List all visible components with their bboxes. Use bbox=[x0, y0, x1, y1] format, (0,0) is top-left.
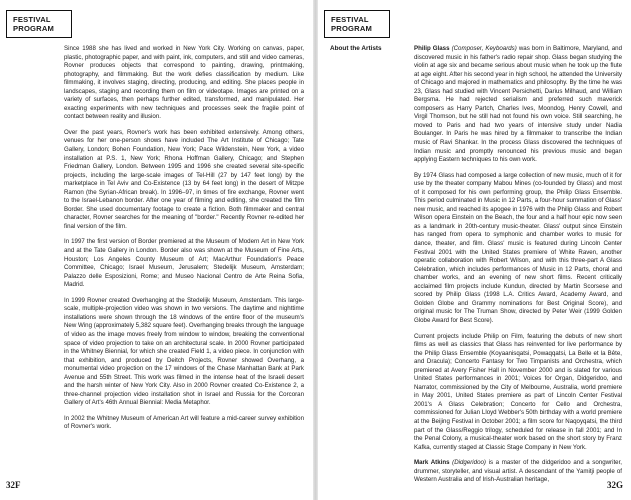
section-heading: About the Artists bbox=[330, 45, 382, 52]
page-header: FESTIVAL PROGRAM bbox=[324, 10, 390, 38]
paragraph bbox=[414, 45, 622, 165]
paragraph bbox=[414, 333, 622, 453]
paragraph-text: was born in Baltimore, Maryland, and discovered music in his father's radio repair shop. Glass began studying the violin at age six and became serious about music when he took up the flute at age eight. After his second year in high school, he attended the University of Chicago and majored in mathematics and philosophy. By the time he was 23, Glass had studied with Vincent Persichetti, Darius Milhaud, and William Bergsma. He had rejected serialism and preferred such maverick composers as Harry Partch, Charles Ives, Moondog, Henry Cowell, and Virgil Thomson, but he still had not found his own voice. Still searching, he moved to Paris and had two years of intensive study under Nadia Boulanger. In Paris he was hired by a filmmaker to transcribe the Indian music of Ravi Shankar. In the process Glass discovered the techniques of Indian music and promptly renounced his previous music and began applying Eastern techniques to his own work. bbox=[414, 45, 622, 164]
paragraph-text: Current projects include Philip on Film, featuring the debuts of new short films as well as classics that Glass has reinvented for live performance by the Philip Glass Ensemble (Koyaanisqatsi, Powaqqatsi, La Belle et la Bête, and Dracula); Concerto Fantasy for Two Timpanists and Orchestra, which premiered at Avery Fisher Hall in November 2000 and is slated for various United States performances in 2001; Voices for Organ, Didgeridoo, and Narrator, commissioned by the City of Melbourne, Australia, world premiere in May 2001, United States premiere as part of Lincoln Center Festival 2001's A Glass Celebration; Concerto for Cello and Orchestra, commissioned for Julian Lloyd Webber's 50th birthday with a world premiere at the Beijing Festival in October 2001; a film score for Naqoyqatsi, the third part of the Glass/Reggio trilogy, scheduled for release in fall 2001; and In the Penal Colony, a musical-theater work based on the short story by Franz Kafka, currently staged at Classic Stage Company in New York. bbox=[414, 332, 622, 451]
page-number: 32F bbox=[6, 480, 21, 490]
artist-role: (Didgeridoo) bbox=[449, 459, 486, 467]
paragraph: In 2002 the Whitney Museum of American Art will feature a mid-career survey exhibition of Rovner's work. bbox=[64, 414, 304, 431]
paragraph-text: is a master of the didgeridoo and a songwriter, drummer, storyteller, and visual artist. A descendant of the Yamitji people of Western Australia and of Irish-Australian heritage, bbox=[414, 459, 622, 484]
body-column bbox=[64, 45, 304, 439]
paragraph-text: By 1974 Glass had composed a large collection of new music, much of it for use by the theater company Mabou Mines (co-founded by Glass) and most of it composed for his own performing group, the Philip Glass Ensemble. This period culminated in Music in 12 Parts, a four-hour summation of Glass' new music, and reached its apogee in 1976 with the Philip Glass and Robert Wilson opera Einstein on the Beach, the four and a half hour epic now seen as a landmark in 20th-century music-theater. Glass' output since Einstein has ranged from opera to symphonic and chamber works to music for dance, theater, and film. Glass' music is featured during Lincoln Center Festival 2001 with the United States premiere of White Raven, another operatic collaboration with Robert Wilson, and with this three-part A Glass Celebration, which includes performances of Music in 12 Parts, choral and chamber works, and an evening of new short films. Recent critically acclaimed film projects include Kundun, directed by Martin Scorsese and scored by Philip Glass (1998 L.A. Critics Award, Academy Award, and Golden Globe and Grammy nominations for Best Original Score), and original music for The Truman Show, directed by Peter Weir (1999 Golden Globe Award for Best Score). bbox=[414, 171, 622, 324]
page-header: FESTIVAL PROGRAM bbox=[6, 10, 72, 38]
artist-name: Mark Atkins bbox=[414, 459, 450, 467]
page-number: 32G bbox=[606, 480, 623, 490]
body-column bbox=[414, 45, 622, 492]
paragraph: Since 1988 she has lived and worked in New York City. Working on canvas, paper, plastic, photographic paper, and with paint, ink, computers, and still and video cameras, Rovner produces objects that correspond to painting, drawing, printmaking, photography, and filmmaking. But the work defies classification by medium. Like filmmaking, it involves staging, directing, producing, and editing. She places people in landscapes, staging and recording them on film or videotape. Images are printed on a variety of surfaces, then perhaps further edited, transformed, and manipulated. Her exacting experiments with new techniques and processes seek the fragile point of contact between reality and illusion. bbox=[64, 45, 304, 121]
right-page bbox=[318, 0, 631, 500]
artist-name: Philip Glass bbox=[414, 45, 450, 52]
paragraph bbox=[414, 172, 622, 326]
paragraph: In 1997 the first version of Border premiered at the Museum of Modern Art in New York and at the Tate Gallery in London. Border also was shown at the Museum of Fine Arts, Houston; Los Angeles County Museum of Art; MacArthur Foundation's Peace Committee, Chicago; Israel Museum, Jerusalem; Stedelijk Museum, Amsterdam; Palazzo delle Esposizioni, Rome; and Museo Nacional Centro de Arte Reina Sofia, Madrid. bbox=[64, 238, 304, 289]
paragraph: In 1999 Rovner created Overhanging at the Stedelijk Museum, Amsterdam. This large-scale, multiple-projection video was shown in two versions. The daytime and nighttime installations were shown through the 18 windows of the entire floor of the museum's New Wing (approximately 5,382 square feet). Overhanging breaks through the language of video as the image moves freely from window to window, breaking the conventional space of video projection to take on an architectural scale. In 2000 Rovner participated in the Whitney Biennial, for which she created Field 1, a video piece. In conjunction with that exhibition, and produced by Deitch Projects, Rovner showed Overhang, a monumental video projection on the 17 windows of the Chase Manhattan Bank at Park Avenue and 55th Street. This work was filmed in the intense heat of the Israeli desert and the harsh winter of New York City. Also in 2000 Rovner created Co-Existence 2, a three-channel projection video installation shot in Israel and Russia for the Corcoran Gallery of Art's 46th Annual Biennial: Media Metaphor. bbox=[64, 296, 304, 407]
left-page bbox=[0, 0, 313, 500]
paragraph: Over the past years, Rovner's work has been exhibited extensively. Among others, venues for her one-person shows have included The Art Institute of Chicago; Tate Gallery, London; Bohen Foundation, New York; Pace Wildenstein, New York, a video installation at P.S. 1, New York; Rhona Hoffman Gallery, Chicago; and Stephen Friedman Gallery, London. Between 1995 and 1996 she created several site-specific projects, including the large-scale images of Tel-Hill (27 by 147 feet long) by the marketplace in Tel Aviv and Co-Existence (13 by 64 feet long) in the desert of Mitzpe Ramon (the Syrian-African break). In 1996–97, in times of fire exchange, Rovner went to the Israel-Lebanon border. After one year of filming and editing, she created the film Border. She used documentary footage to create a fiction. Both filmmaker and central character, Rovner searches for the meaning of "border." Recently Rovner re-edited her final version of the film. bbox=[64, 128, 304, 230]
paragraph bbox=[414, 459, 622, 485]
artist-role: (Composer, Keyboards) bbox=[449, 45, 517, 52]
